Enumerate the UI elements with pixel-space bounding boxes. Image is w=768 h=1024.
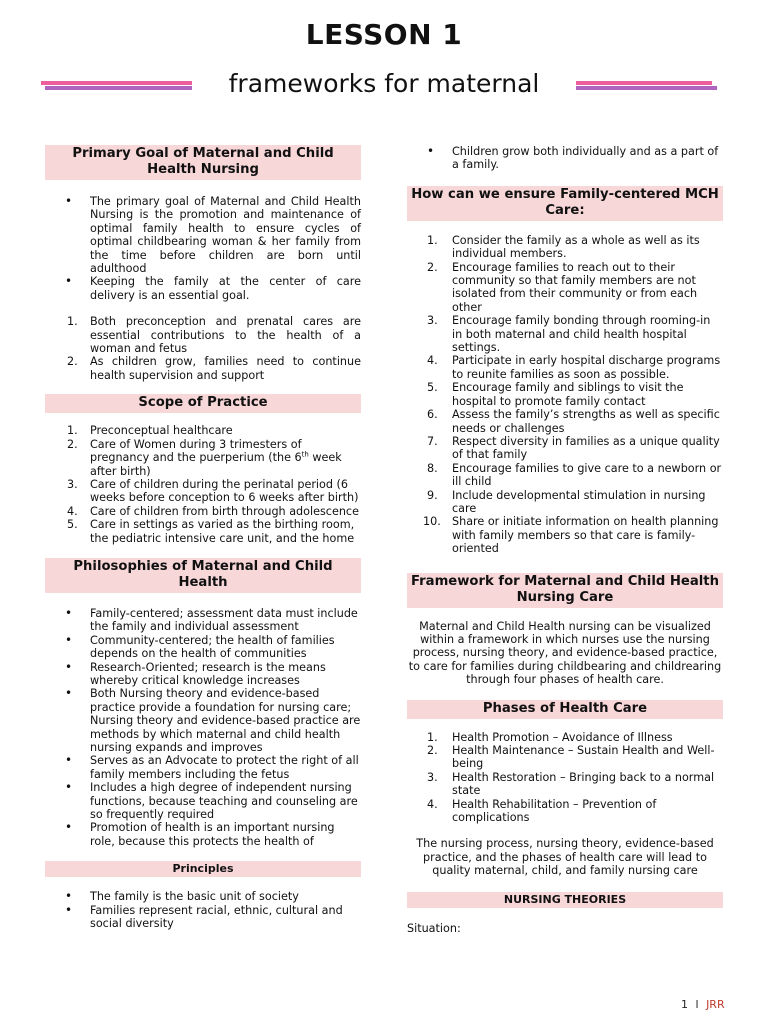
- list-item: 1. Consider the family as a whole as well as its individual members.: [427, 233, 700, 261]
- page-title: LESSON 1: [305, 18, 463, 51]
- principles-list: [45, 890, 361, 930]
- list-item: • Serves as an Advocate to protect the right of all family members including the fetus: [45, 754, 361, 781]
- list-item-text: Assess the family’s strengths as well as specific needs or challenges: [452, 408, 720, 435]
- list-item: • Promotion of health is an important nursing role, because this protects the health of: [45, 821, 361, 848]
- list-item-text: Participate in early hospital discharge programs to reunite families as soon as possible.: [452, 354, 721, 381]
- list-item: 10. Share or initiate information on health planning with family members so that care is family-oriented: [423, 515, 719, 556]
- list-item-text: Encourage family and siblings to visit the hospital to promote family contact: [452, 381, 684, 408]
- list-item: 7. Respect diversity in families as a unique quality of that family: [427, 434, 720, 462]
- list-item: 1. Preconceptual healthcare: [67, 424, 233, 438]
- section-heading-nursing-theories: NURSING THEORIES: [407, 892, 723, 908]
- list-item-text: Share or initiate information on health planning with family members so that care is family-oriented: [452, 515, 719, 556]
- list-item-text: Care of children from birth through adolescence: [90, 504, 359, 518]
- goal-numbered-list: [45, 315, 361, 382]
- section-heading-principles: Principles: [45, 861, 361, 877]
- list-item-text: Care in settings as varied as the birthing room, the pediatric intensive care unit, and the home: [90, 518, 355, 545]
- list-item-text: Care of children during the perinatal period (6 weeks before conception to 6 weeks after birth): [90, 477, 359, 505]
- section-heading-ensure: How can we ensure Family-centered MCH Care:: [407, 186, 723, 221]
- right-pink-bar: [576, 81, 712, 85]
- list-item-text: Health Rehabilitation – Prevention of complications: [452, 797, 657, 825]
- section-heading-primary-goal: Primary Goal of Maternal and Child Health Nursing: [45, 145, 361, 180]
- list-item-text: Encourage families to reach out to their community so that family members are not isolated from their community or from each other: [452, 260, 698, 314]
- right-column: [407, 145, 723, 935]
- philosophies-list: [45, 607, 361, 848]
- list-item: 3. Care of children during the perinatal period (6 weeks before conception to 6 weeks after birth): [67, 477, 359, 505]
- situation-label: Situation:: [407, 921, 461, 935]
- left-column: [45, 145, 361, 930]
- page-footer: [681, 998, 725, 1011]
- list-item: • Research-Oriented; research is the means whereby critical knowledge increases: [45, 661, 361, 688]
- list-item-text: Health Maintenance – Sustain Health and Well-being: [452, 744, 715, 771]
- list-item: 6. Assess the family’s strengths as well as specific needs or challenges: [427, 408, 720, 435]
- list-item-text: Include developmental stimulation in nursing care: [452, 488, 706, 515]
- list-item: 2. Care of Women during 3 trimesters of pregnancy and the puerperium (the 6th week after birth): [67, 437, 342, 478]
- list-item-text: Health Promotion – Avoidance of Illness: [452, 730, 673, 744]
- list-item: 8. Encourage families to give care to a newborn or ill child: [427, 461, 722, 489]
- list-item: 1. Health Promotion – Avoidance of Illness: [427, 730, 673, 744]
- list-item: 4. Participate in early hospital discharge programs to reunite families as soon as possible.: [427, 354, 721, 381]
- list-item: 3. Encourage family bonding through rooming-in in both maternal and child health hospital settings.: [427, 314, 711, 355]
- list-item: 5. Encourage family and siblings to visit the hospital to promote family contact: [427, 381, 684, 408]
- list-item: • The primary goal of Maternal and Child Health Nursing is the promotion and maintenance of optimal family health to ensure cycles of optimal childbearing woman & her family from the time before children are born until adulthood: [45, 195, 361, 275]
- list-item: 1. Both preconception and prenatal cares are essential contributions to the health of a woman and fetus: [67, 315, 361, 356]
- list-item: 3. Health Restoration – Bringing back to a normal state: [427, 770, 715, 798]
- list-item-text: Consider the family as a whole as well as its individual members.: [452, 233, 700, 261]
- list-item: • Families represent racial, ethnic, cultural and social diversity: [45, 904, 361, 931]
- scope-list: [45, 424, 361, 545]
- goal-bullet-list: [45, 195, 361, 302]
- list-item: 5. Care in settings as varied as the birthing room, the pediatric intensive care unit, and the home: [67, 518, 355, 545]
- footer-initials: JRR: [706, 998, 725, 1011]
- list-item: 4. Health Rehabilitation – Prevention of complications: [427, 797, 657, 825]
- page-number: 1: [681, 998, 688, 1011]
- list-item: 2. Health Maintenance – Sustain Health and Well-being: [427, 744, 715, 771]
- list-item: • Community-centered; the health of families depends on the health of communities: [45, 634, 361, 661]
- section-heading-philosophies: Philosophies of Maternal and Child Health: [45, 558, 361, 593]
- list-item-text: Encourage families to give care to a newborn or ill child: [452, 461, 722, 489]
- list-item-text: Care of Women during 3 trimesters of pregnancy and the puerperium (the 6: [90, 437, 302, 465]
- list-item: 2. Encourage families to reach out to their community so that family members are not isolated from their community or from each other: [427, 260, 698, 314]
- superscript: th: [301, 450, 309, 459]
- phases-list: [407, 731, 723, 825]
- list-item: • Family-centered; assessment data must include the family and individual assessment: [45, 607, 361, 634]
- list-item: 2. As children grow, families need to continue health supervision and support: [67, 355, 361, 382]
- list-item: • Includes a high degree of independent nursing functions, because teaching and counseling are so frequently required: [45, 781, 361, 821]
- framework-paragraph: Maternal and Child Health nursing can be visualized within a framework in which nurses use the nursing process, nursing theory, and evidence-based practice, to care for families during childbearing and childrearing through four phases of health care.: [408, 619, 722, 687]
- list-item-text: Respect diversity in families as a unique quality of that family: [452, 434, 720, 462]
- list-item-text: As children grow, families need to continue health supervision and support: [90, 355, 361, 382]
- list-item: • Children grow both individually and as a part of a family.: [407, 145, 723, 172]
- list-item-text: Health Restoration – Bringing back to a normal state: [452, 770, 715, 798]
- section-heading-framework: Framework for Maternal and Child Health Nursing Care: [407, 573, 723, 608]
- right-purple-bar: [576, 86, 717, 90]
- list-item-text: Preconceptual healthcare: [90, 424, 233, 438]
- list-item: 4. Care of children from birth through adolescence: [67, 504, 359, 518]
- list-item-text: Encourage family bonding through rooming-in in both maternal and child health hospital settings.: [452, 314, 711, 355]
- section-heading-scope: Scope of Practice: [45, 394, 361, 413]
- list-item: 9. Include developmental stimulation in nursing care: [427, 488, 706, 515]
- section-heading-phases: Phases of Health Care: [407, 700, 723, 719]
- top-bullet-list: [407, 145, 723, 172]
- list-item-text: Both preconception and prenatal cares are essential contributions to the health of a woman and fetus: [90, 315, 361, 356]
- ensure-list: [407, 234, 723, 556]
- page-subtitle: frameworks for maternal: [228, 69, 540, 98]
- footer-separator: l: [695, 998, 699, 1011]
- list-item-text-tail: week after birth): [90, 451, 342, 478]
- phases-paragraph: The nursing process, nursing theory, evidence-based practice, and the phases of health care will lead to quality maternal, child, and family nursing care: [416, 837, 714, 878]
- list-item: • Keeping the family at the center of care delivery is an essential goal.: [45, 275, 361, 302]
- list-item: • The family is the basic unit of society: [45, 890, 361, 903]
- list-item: • Both Nursing theory and evidence-based practice provide a foundation for nursing care; Nursing theory and evidence-based practice are methods by which maternal and child health nursing expands and improves: [45, 687, 361, 754]
